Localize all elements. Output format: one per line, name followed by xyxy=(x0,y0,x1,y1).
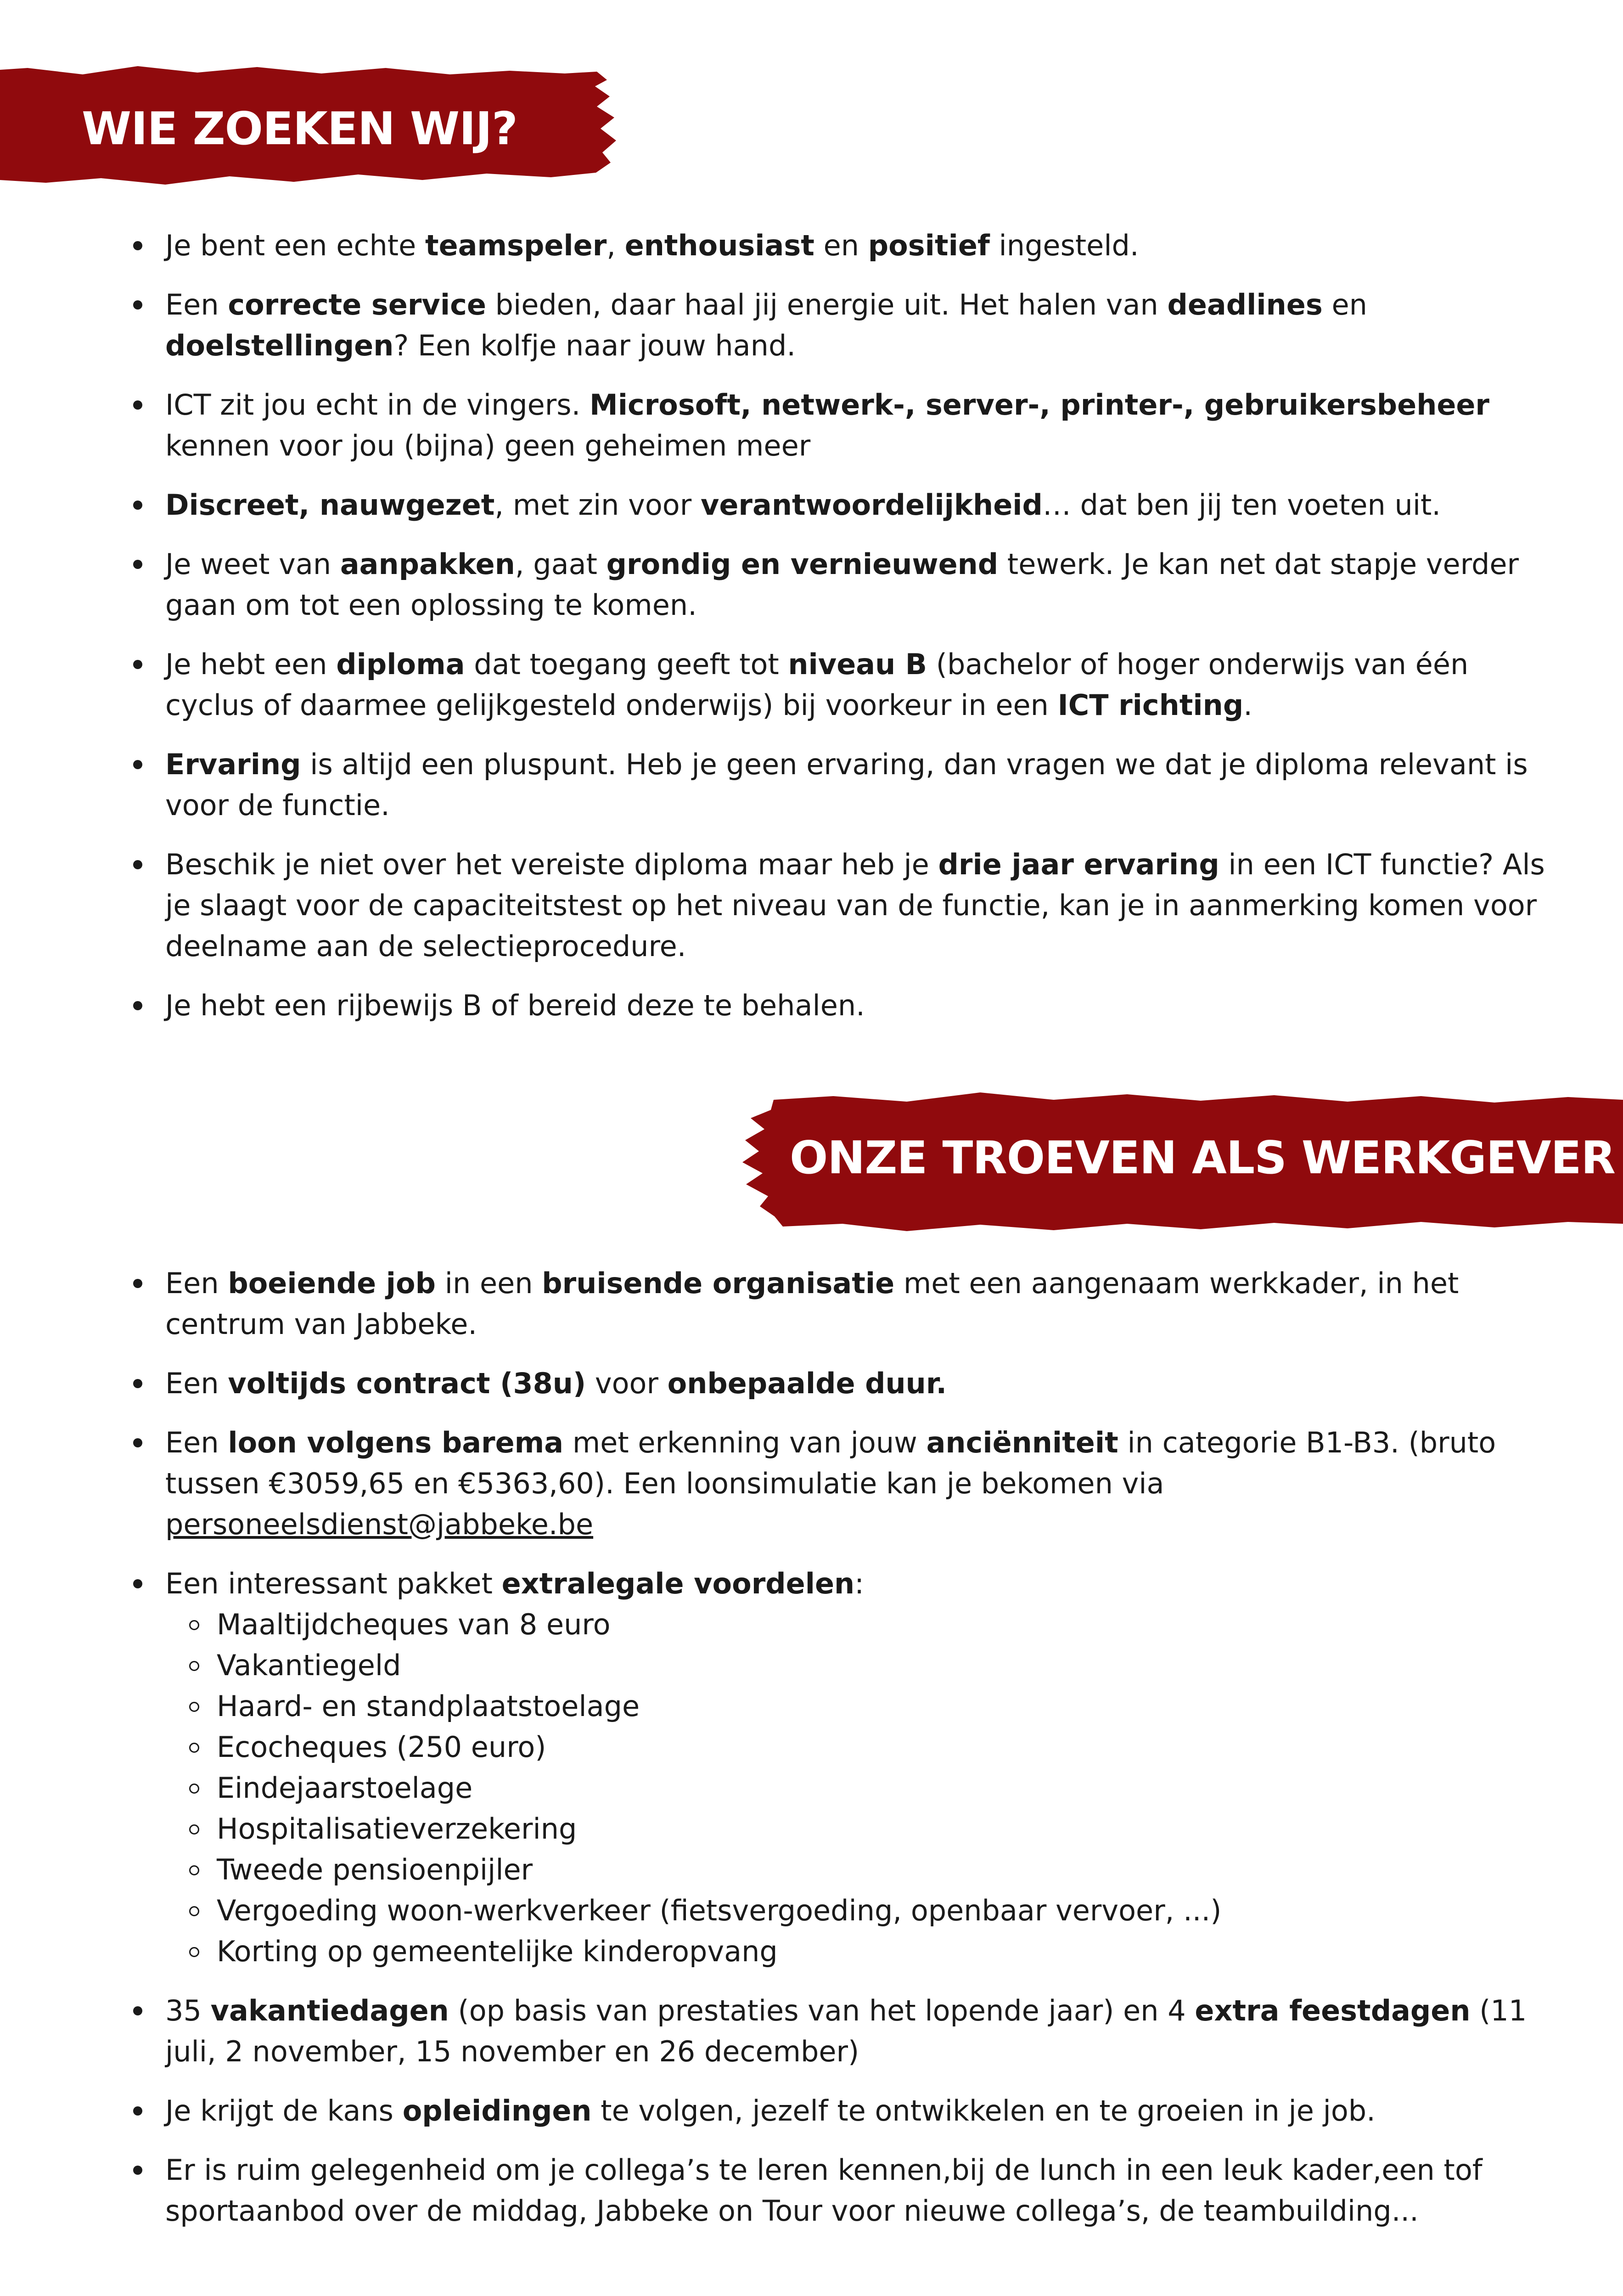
list-item xyxy=(114,1563,1551,1972)
text: Je bent een echte xyxy=(165,229,425,262)
text: voor xyxy=(586,1367,668,1400)
text: Je hebt een rijbewijs B of bereid deze te behalen. xyxy=(165,989,865,1022)
text: (op basis van prestaties van het lopende jaar) en 4 xyxy=(449,1994,1195,2027)
text: , gaat xyxy=(515,547,607,581)
sublist-item: Eindejaarstoelage xyxy=(165,1767,1551,1808)
bold-text: vakantiedagen xyxy=(210,1994,449,2027)
section-banner-wie-zoeken-wij xyxy=(0,64,624,197)
benefits-list xyxy=(114,1263,1551,2250)
bold-text: ICT richting xyxy=(1057,688,1244,722)
bold-text: extralegale voordelen xyxy=(501,1567,855,1600)
sublist-item: Tweede pensioenpijler xyxy=(165,1849,1551,1890)
section-title: WIE ZOEKEN WIJ? xyxy=(82,103,517,155)
bold-text: Ervaring xyxy=(165,748,301,781)
requirements-list xyxy=(114,225,1551,1044)
bold-text: Discreet, nauwgezet xyxy=(165,488,495,522)
list-item xyxy=(114,1363,1551,1404)
list-item xyxy=(114,484,1551,525)
text: , met zin voor xyxy=(494,488,701,522)
text: ingesteld. xyxy=(989,229,1139,262)
bold-text: voltijds contract (38u) xyxy=(228,1367,586,1400)
text: Je hebt een xyxy=(165,647,337,681)
section-banner-onze-troeven xyxy=(732,1086,1623,1238)
sublist-item: Korting op gemeentelijke kinderopvang xyxy=(165,1931,1551,1972)
text: ICT zit jou echt in de vingers. xyxy=(165,388,590,422)
text: en xyxy=(1322,288,1367,321)
text: Er is ruim gelegenheid om je collega’s te leren kennen,bij de lunch in een leuk kader,een tof sportaanbod over de middag, Jabbeke on Tour voor nieuwe collega’s, de teambuilding... xyxy=(165,2153,1483,2228)
bold-text: niveau B xyxy=(788,647,927,681)
list-item xyxy=(114,225,1551,266)
text: (11 juli, 2 november, 15 november en 26 december) xyxy=(165,1994,1527,2068)
list-item xyxy=(114,2090,1551,2131)
text: in een ICT functie? Als je slaagt voor de capaciteitstest op het niveau van de functie, kan je in aanmerking komen voor deelname aan de selectieprocedure. xyxy=(165,848,1545,963)
bold-text: opleidingen xyxy=(402,2094,592,2127)
bold-text: bruisende organisatie xyxy=(542,1266,895,1300)
sublist-item: Haard- en standplaatstoelage xyxy=(165,1686,1551,1727)
text: , xyxy=(607,229,625,262)
sublist-item: Vakantiegeld xyxy=(165,1645,1551,1686)
text: tewerk. Je kan net dat stapje verder gaan om tot een oplossing te komen. xyxy=(165,547,1519,622)
list-item xyxy=(114,2150,1551,2231)
text: … dat ben jij ten voeten uit. xyxy=(1042,488,1441,522)
bold-text: drie jaar ervaring xyxy=(938,848,1219,881)
text: met een aangenaam werkkader, in het centrum van Jabbeke. xyxy=(165,1266,1459,1341)
text: (bachelor of hoger onderwijs van één cyclus of daarmee gelijkgesteld onderwijs) bij voorkeur in een xyxy=(165,647,1469,722)
text: Een xyxy=(165,1426,228,1459)
text: te volgen, jezelf te ontwikkelen en te groeien in je job. xyxy=(591,2094,1376,2127)
bold-text: aanpakken xyxy=(340,547,515,581)
text: Een interessant pakket xyxy=(165,1567,502,1600)
bold-text: teamspeler xyxy=(425,229,607,262)
sublist-item: Maaltijdcheques van 8 euro xyxy=(165,1604,1551,1645)
bold-text: extra feestdagen xyxy=(1195,1994,1471,2027)
list-item xyxy=(114,1422,1551,1545)
text: met erkenning van jouw xyxy=(563,1426,927,1459)
sublist-item: Vergoeding woon-werkverkeer (fietsvergoeding, openbaar vervoer, ...) xyxy=(165,1890,1551,1931)
list-item xyxy=(114,544,1551,625)
text: Een xyxy=(165,288,228,321)
bold-text: boeiende job xyxy=(228,1266,436,1300)
list-item xyxy=(114,284,1551,366)
list-item xyxy=(114,985,1551,1026)
bold-text: deadlines xyxy=(1167,288,1323,321)
text: kennen voor jou (bijna) geen geheimen meer xyxy=(165,429,811,462)
bold-text: enthousiast xyxy=(624,229,814,262)
text: Je krijgt de kans xyxy=(165,2094,403,2127)
benefits-sublist xyxy=(165,1604,1551,1972)
text: ? Een kolfje naar jouw hand. xyxy=(393,329,796,362)
list-item xyxy=(114,644,1551,726)
sublist-item: Ecocheques (250 euro) xyxy=(165,1727,1551,1767)
list-item xyxy=(114,744,1551,826)
text: bieden, daar haal jij energie uit. Het halen van xyxy=(486,288,1168,321)
text: in een xyxy=(436,1266,542,1300)
list-item xyxy=(114,384,1551,466)
bold-text: loon volgens barema xyxy=(228,1426,564,1459)
bold-text: onbepaalde duur. xyxy=(667,1367,947,1400)
bold-text: doelstellingen xyxy=(165,329,394,362)
bold-text: Microsoft, netwerk-, server-, printer-, gebruikersbeheer xyxy=(590,388,1490,422)
text: Je weet van xyxy=(165,547,340,581)
bold-text: verantwoordelijkheid xyxy=(700,488,1043,522)
bold-text: positief xyxy=(868,229,990,262)
bold-text: correcte service xyxy=(228,288,486,321)
text: Een xyxy=(165,1367,228,1400)
text: dat toegang geeft tot xyxy=(465,647,788,681)
text: Beschik je niet over het vereiste diploma maar heb je xyxy=(165,848,938,881)
text: en xyxy=(814,229,868,262)
bold-text: diploma xyxy=(336,647,465,681)
text: Een xyxy=(165,1266,228,1300)
list-item xyxy=(114,1990,1551,2072)
list-item xyxy=(114,844,1551,967)
bold-text: grondig en vernieuwend xyxy=(606,547,999,581)
email-link[interactable]: personeelsdienst@jabbeke.be xyxy=(165,1508,594,1541)
section-title: ONZE TROEVEN ALS WERKGEVER xyxy=(790,1132,1616,1184)
list-item xyxy=(114,1263,1551,1345)
bold-text: anciënniteit xyxy=(926,1426,1118,1459)
text: : xyxy=(854,1567,865,1600)
sublist-item: Hospitalisatieverzekering xyxy=(165,1808,1551,1849)
text: 35 xyxy=(165,1994,211,2027)
text: is altijd een pluspunt. Heb je geen ervaring, dan vragen we dat je diploma relevant is voor de functie. xyxy=(165,748,1528,822)
text: in categorie B1-B3. (bruto tussen €3059,65 en €5363,60). Een loonsimulatie kan je bekomen via xyxy=(165,1426,1496,1500)
text: . xyxy=(1243,688,1252,722)
